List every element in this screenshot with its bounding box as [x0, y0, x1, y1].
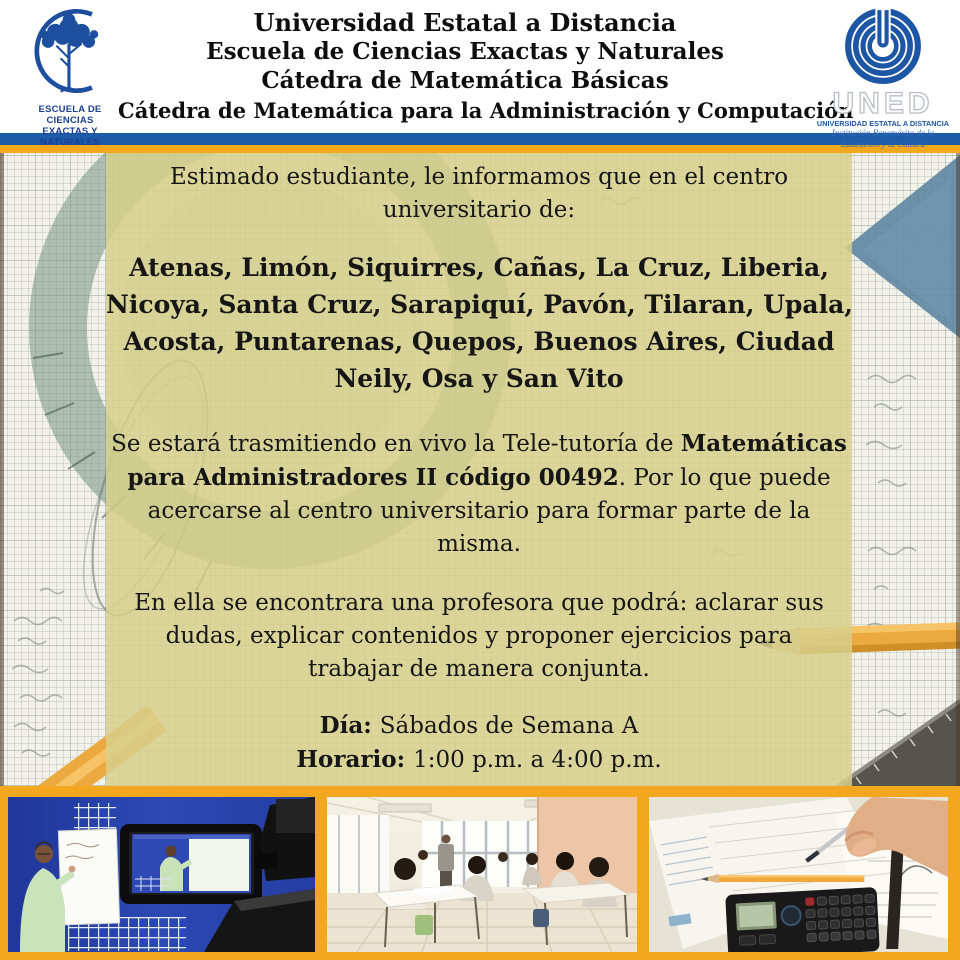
- uned-motto: Institución Benemérita de la Educación y la Cultura: [831, 128, 935, 149]
- schedule-block: [106, 709, 852, 777]
- title-catedra-administracion: Cátedra de Matemática para la Administración y Computación: [118, 98, 854, 123]
- schedule-time: [106, 743, 852, 777]
- broadcast-text: Se estará trasmitiendo en vivo la Tele-tutoría de: [111, 431, 681, 457]
- scientific-calculator: [725, 887, 880, 952]
- uned-rings-icon: [842, 4, 924, 86]
- tree-canopy: [40, 13, 98, 47]
- broadcast-line: acercarse al centro universitario para formar parte de la: [147, 498, 811, 524]
- broadcast-line: misma.: [437, 531, 521, 557]
- ruler-graphic: [838, 701, 960, 786]
- student-desk-calculator-photo: [649, 797, 948, 952]
- day-value: Sábados de Semana A: [379, 713, 639, 739]
- teacher-line: En ella se encontrara una profesora que podrá: aclarar sus: [134, 590, 824, 616]
- broadcast-line: [106, 427, 852, 461]
- tree-trunk: [56, 44, 81, 92]
- uned-acronym: UNED: [832, 87, 934, 120]
- teacher-line: dudas, explicar contenidos y proponer ejercicios para: [165, 623, 793, 649]
- centers-list: [106, 249, 852, 397]
- desk-pencil: [701, 874, 864, 883]
- title-university: Universidad Estatal a Distancia: [253, 8, 677, 37]
- centers-line: Atenas, Limón, Siquirres, Cañas, La Cruz, Liberia,: [129, 253, 829, 282]
- text-panel: [106, 153, 852, 786]
- left-edge-shadow: [0, 153, 4, 786]
- tele-tutoria-studio-photo: [8, 797, 315, 952]
- right-edge-shadow: [956, 153, 960, 786]
- title-catedra-basicas: Cátedra de Matemática Básicas: [261, 67, 669, 94]
- time-label: Horario:: [296, 746, 414, 773]
- intro-paragraph: [106, 161, 852, 227]
- teacher-line: trabajar de manera conjunta.: [308, 656, 650, 682]
- course-name-bold: para Administradores II código 00492: [127, 464, 619, 491]
- school-logo-caption: [14, 104, 126, 148]
- broadcast-line: [106, 461, 852, 495]
- header: [0, 0, 960, 149]
- title-school: Escuela de Ciencias Exactas y Naturales: [206, 38, 724, 65]
- teacher-paragraph: [106, 587, 852, 686]
- uned-name: UNIVERSIDAD ESTATAL A DISTANCIA: [816, 119, 950, 128]
- centers-line: Neily, Osa y San Vito: [334, 364, 624, 393]
- schedule-day: [106, 709, 852, 743]
- school-logo-caption-line: ESCUELA DE CIENCIAS: [38, 104, 102, 126]
- school-logo-caption-line: EXACTAS Y NATURALES: [40, 126, 100, 148]
- handwriting-scribbles-left: [12, 589, 64, 757]
- flyer-body: [0, 153, 960, 786]
- day-label: Día:: [319, 712, 380, 739]
- course-name-bold: Matemáticas: [680, 430, 847, 457]
- broadcast-text: . Por lo que puede: [618, 465, 831, 491]
- broadcast-paragraph: [106, 427, 852, 561]
- time-value: 1:00 p.m. a 4:00 p.m.: [413, 747, 662, 773]
- classroom-students-photo: [327, 797, 637, 952]
- centers-line: Nicoya, Santa Cruz, Sarapiquí, Pavón, Tilaran, Upala,: [106, 290, 854, 319]
- uned-logo: [812, 4, 954, 150]
- centers-line: Acosta, Puntarenas, Quepos, Buenos Aires, Ciudad: [123, 327, 835, 356]
- camera-viewfinder: [120, 824, 262, 904]
- handwriting-scribbles-right: [866, 376, 916, 717]
- footer-photo-strip: [0, 786, 960, 960]
- intro-line: universitario de:: [382, 197, 576, 223]
- school-logo: [14, 4, 126, 148]
- intro-line: Estimado estudiante, le informamos que en el centro: [169, 164, 789, 190]
- school-tree-logo-icon: [23, 4, 117, 98]
- header-titles: [118, 8, 854, 126]
